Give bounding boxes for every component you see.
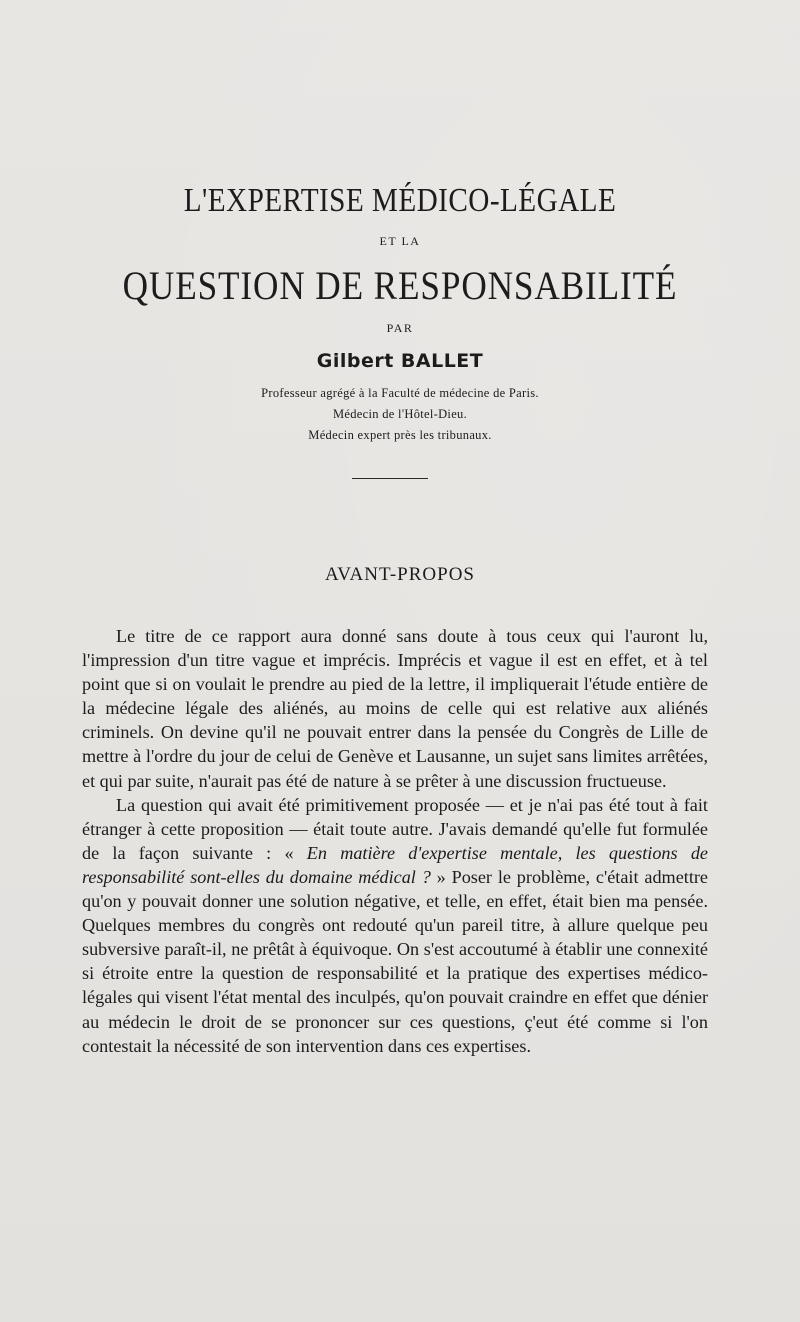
body-text xyxy=(82,624,708,1058)
title-connector: ET LA xyxy=(379,234,421,248)
main-title: L'EXPERTISE MÉDICO-LÉGALE xyxy=(183,182,617,219)
paragraph: Le titre de ce rapport aura donné sans doute à tous ceux qui l'auront lu, l'impression d'un titre vague et imprécis. Imprécis et vague il est en effet, et à tel point que si on voulait le prendre au pied de la lettre, il impliquerait l'étude entière de la médecine légale des aliénés, au moins de celle qui est relative aux aliénés criminels. On devine qu'il ne pouvait entrer dans la pensée du Congrès de Lille de mettre à l'ordre du jour de celui de Genève et Lausanne, un sujet sans limites arrêtées, et qui par suite, n'aurait pas été de nature à se prêter à une discussion fructueuse. xyxy=(82,626,708,791)
paragraph xyxy=(82,793,708,1058)
subtitle: QUESTION DE RESPONSABILITÉ xyxy=(122,263,678,308)
paragraph-text: » Poser le problème, c'était admettre qu'on y pouvait donner une solution négative, et telle, en effet, était bien ma pensée. Quelques membres du congrès ont redouté qu'un pareil titre, à allure quelque peu subversive paraît-il, ne prêtât à équivoque. On s'est accoutumé à établir une connexité si étroite entre la question de responsabilité et la pratique des expertises médico-légales qui visent l'état mental des inculpés, qu'on pouvait craindre en effet que dénier au médecin le droit de se prononcer sur ces questions, ç'eut été comme si l'on contestait la nécessité de son intervention dans ces expertises. xyxy=(82,866,708,1056)
section-heading: AVANT-PROPOS xyxy=(325,564,475,585)
author-credential: Médecin de l'Hôtel-Dieu. xyxy=(332,407,468,421)
divider xyxy=(352,478,428,479)
author-credential: Médecin expert près les tribunaux. xyxy=(308,428,492,442)
paragraph-text: La question qui avait été primitivement proposée — et je n'ai pas été tout à fait étranger à cette proposition — était toute autre. J'avais demandé qu'elle fut formulée de la façon suivante : « xyxy=(82,794,708,863)
author-name: Gilbert BALLET xyxy=(316,350,484,372)
italic-quote: En matière d'expertise mentale, les questions de responsabilité sont-elles du domaine médical ? xyxy=(82,842,708,887)
author-credential: Professeur agrégé à la Faculté de médecine de Paris. xyxy=(261,386,539,400)
by-label: PAR xyxy=(386,321,414,335)
